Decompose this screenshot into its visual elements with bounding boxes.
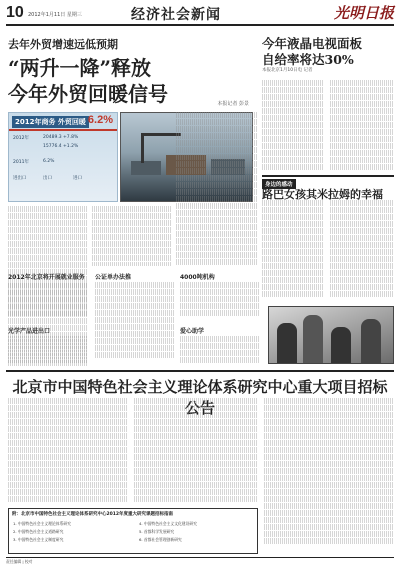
lcd-body-col-2 bbox=[330, 80, 394, 172]
trade-body bbox=[8, 336, 88, 366]
lcd-byline: 本报北京1月10日电 记者 bbox=[262, 68, 313, 73]
project-item: 6. 首都社会管理创新研究 bbox=[139, 537, 182, 542]
lcd-headline-1: 今年液晶电视面板 bbox=[262, 36, 363, 51]
tender-notice-headline: 北京市中国特色社会主义理论体系研究中心重大项目招标公告 bbox=[12, 378, 388, 417]
issue-date: 2012年1月11日 星期三 bbox=[28, 12, 82, 18]
notice-body-col-3 bbox=[264, 398, 394, 548]
jobs-headline: 2012年北京将开展就业服务 bbox=[8, 274, 85, 281]
infographic-cell: 出口 bbox=[43, 176, 52, 181]
lead-body-col-2 bbox=[92, 206, 172, 266]
infographic-growth-value: 6.2% bbox=[87, 114, 113, 126]
project-item: 2. 中国特色社会主义道路研究 bbox=[13, 529, 64, 534]
lcd-article-header bbox=[262, 34, 392, 74]
infographic-cell: 6.2% bbox=[43, 159, 55, 164]
newspaper-logo: 光明日报 bbox=[333, 4, 394, 22]
trade-infographic bbox=[8, 112, 118, 202]
section-title: 经济社会新闻 bbox=[131, 7, 221, 23]
project-item: 1. 中国特色社会主义理论体系研究 bbox=[13, 521, 71, 526]
lead-headline-1: “两升一降”释放 bbox=[8, 56, 152, 80]
infographic-title: 2012年商务 外贸回暖 bbox=[12, 116, 89, 128]
care-headline: 爱心助学 bbox=[180, 328, 205, 335]
infographic-cell: 进口 bbox=[73, 176, 82, 181]
page-footer: 责任编辑 | 校对 bbox=[6, 557, 394, 565]
masthead bbox=[6, 4, 394, 26]
infographic-cell: 2012年 bbox=[13, 136, 29, 141]
lead-headline-2: 今年外贸回暖信号 bbox=[8, 82, 168, 106]
feature-box bbox=[262, 175, 394, 201]
notary-headline: 公证单办法推 bbox=[95, 274, 132, 281]
feature-tag: 身边的感动 bbox=[262, 179, 296, 189]
jobs-body bbox=[8, 282, 88, 322]
warehouse-headline: 4000吨机构 bbox=[180, 274, 215, 281]
project-item: 3. 中国特色社会主义制度研究 bbox=[13, 537, 64, 542]
lcd-body-col-1 bbox=[262, 80, 324, 172]
job-fair-photo bbox=[268, 306, 394, 364]
infographic-cell: 2011年 bbox=[13, 160, 29, 165]
infographic-cell: 20489.3 +7.8% bbox=[43, 135, 79, 140]
project-list-title: 附：北京市中国特色社会主义理论体系研究中心2012年度重大研究课题招标指南 bbox=[12, 512, 174, 517]
notice-body-col-1 bbox=[8, 398, 128, 504]
lead-kicker: 去年外贸增速远低预期 bbox=[8, 38, 118, 51]
lead-byline: 本报记者 彭景 bbox=[217, 101, 249, 107]
trade-headline: 光学产品进出口 bbox=[8, 328, 51, 335]
project-item: 5. 首都科学发展研究 bbox=[139, 529, 175, 534]
project-item: 4. 中国特色社会主义文化建设研究 bbox=[139, 521, 197, 526]
feature-body-col-2 bbox=[330, 200, 394, 300]
notary-body bbox=[95, 282, 175, 366]
tender-notice-banner bbox=[6, 370, 394, 417]
infographic-divider bbox=[9, 129, 117, 131]
infographic-cell: 15776.4 +1.2% bbox=[43, 144, 79, 149]
page-number: 10 bbox=[6, 4, 24, 21]
lcd-headline-2: 自给率将达30% bbox=[262, 52, 354, 67]
infographic-cell: 进出口 bbox=[13, 176, 27, 181]
warehouse-body bbox=[180, 282, 260, 322]
feature-body-col-1 bbox=[262, 200, 324, 300]
notice-body-col-2 bbox=[134, 398, 258, 504]
care-body bbox=[180, 336, 260, 366]
lead-article-header bbox=[8, 30, 253, 110]
feature-headline: 路巴女孩其米拉姆的幸福 bbox=[262, 188, 383, 201]
lead-body-col-3 bbox=[176, 112, 258, 266]
project-list-box bbox=[8, 508, 258, 554]
